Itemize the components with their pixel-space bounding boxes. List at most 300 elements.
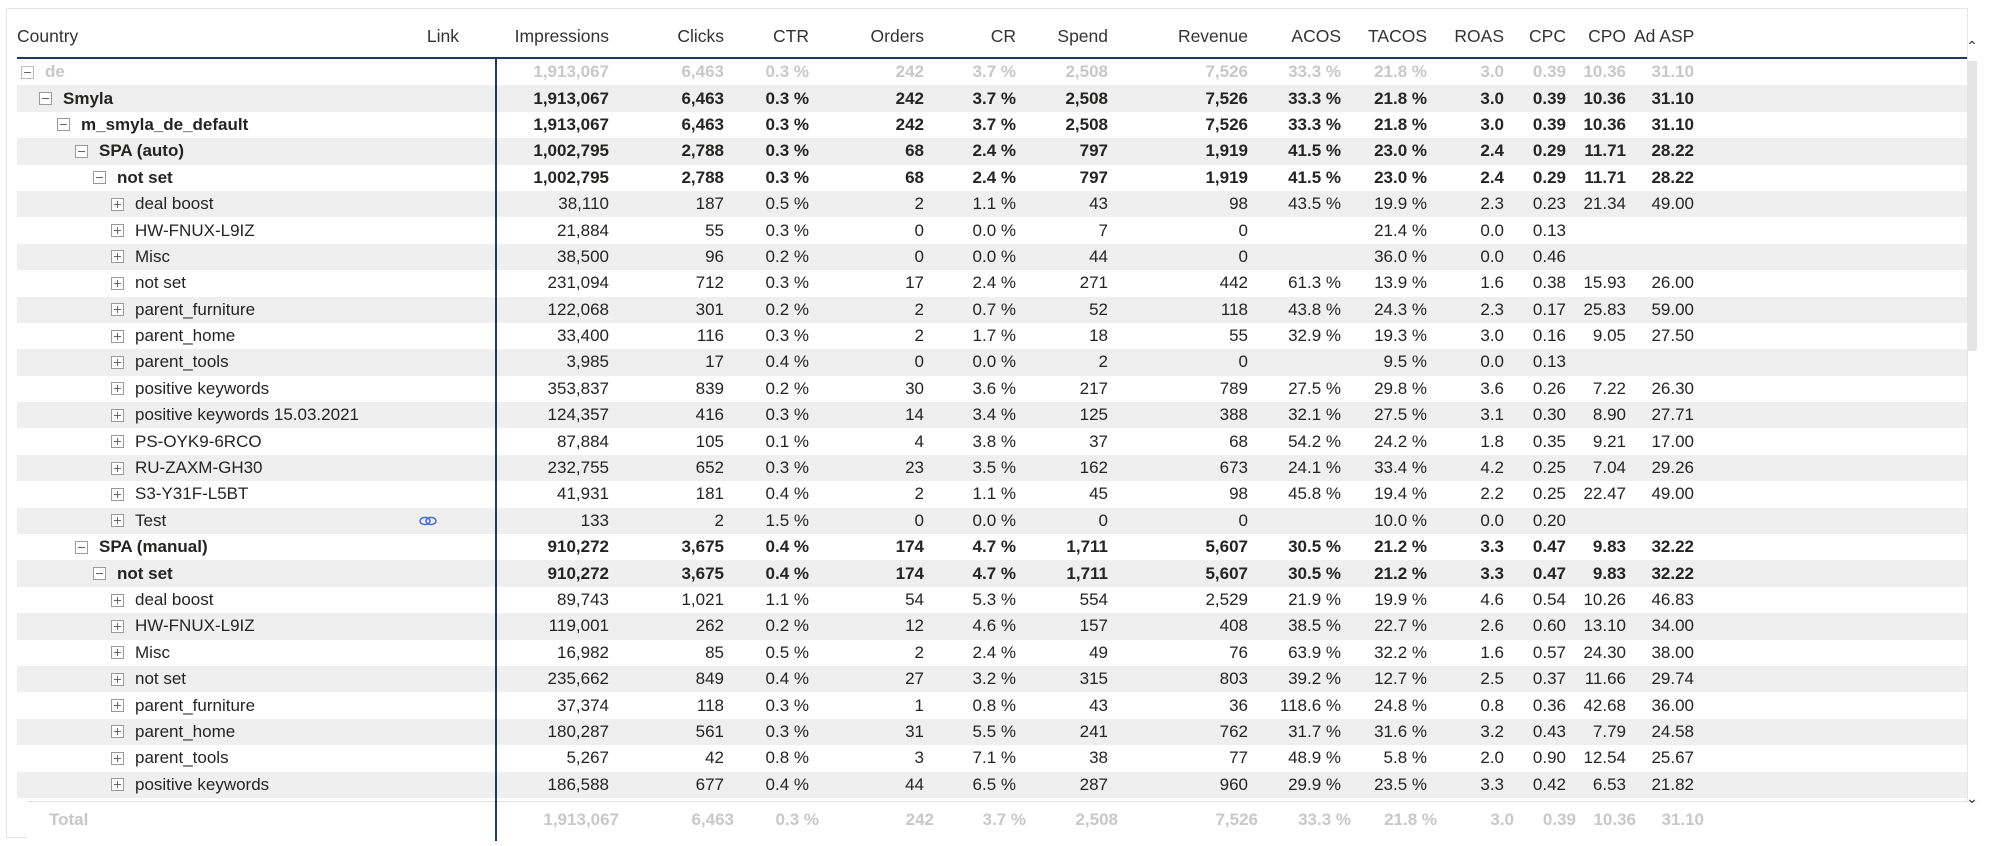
cell-acos: 54.2 % bbox=[1288, 431, 1341, 451]
cell-link bbox=[397, 349, 467, 375]
cell-tacos: 21.8 % bbox=[1374, 88, 1427, 108]
cell-acos: 32.9 % bbox=[1288, 326, 1341, 346]
cell-spend: 37 bbox=[1089, 431, 1108, 451]
cell-adasp: 46.83 bbox=[1651, 590, 1694, 609]
cell-country bbox=[17, 168, 397, 188]
cell-link bbox=[407, 802, 477, 838]
cell-acos: 33.3 % bbox=[1288, 88, 1341, 108]
cell-tacos: 23.5 % bbox=[1374, 774, 1427, 794]
cell-roas: 0.0 bbox=[1480, 510, 1504, 530]
row-label: Misc bbox=[135, 246, 170, 266]
plus-box-icon[interactable] bbox=[111, 488, 124, 501]
cell-country bbox=[17, 247, 397, 267]
table-row[interactable] bbox=[17, 534, 1967, 560]
cell-roas: 2.3 bbox=[1480, 299, 1504, 319]
cell-acos: 61.3 % bbox=[1288, 273, 1341, 293]
cell-cr: 0.0 % bbox=[972, 246, 1016, 266]
cell-roas: 2.0 bbox=[1480, 748, 1504, 768]
cell-adasp: 21.82 bbox=[1651, 774, 1694, 794]
plus-box-icon[interactable] bbox=[111, 356, 124, 369]
cell-roas: 1.8 bbox=[1480, 431, 1504, 451]
minus-box-icon[interactable] bbox=[93, 171, 106, 184]
cell-acos: 30.5 % bbox=[1288, 537, 1341, 557]
table-row[interactable] bbox=[17, 428, 1967, 454]
cell-country bbox=[17, 115, 397, 135]
table-row[interactable] bbox=[17, 112, 1967, 138]
cell-cpo: 7.04 bbox=[1592, 458, 1626, 478]
column-header-acos[interactable]: ACOS bbox=[1291, 25, 1341, 46]
plus-box-icon[interactable] bbox=[111, 699, 124, 712]
cell-cpc: 0.30 bbox=[1532, 405, 1566, 425]
cell-orders: 242 bbox=[905, 810, 934, 829]
cell-tacos: 21.4 % bbox=[1374, 220, 1427, 240]
cell-revenue: 0 bbox=[1238, 510, 1248, 530]
plus-box-icon[interactable] bbox=[111, 382, 124, 395]
cell-revenue: 77 bbox=[1229, 748, 1248, 768]
cell-ctr: 0.4 % bbox=[765, 774, 809, 794]
cell-tacos: 24.8 % bbox=[1374, 695, 1427, 715]
minus-box-icon[interactable] bbox=[21, 66, 34, 79]
cell-revenue: 1,919 bbox=[1205, 167, 1248, 187]
table-row[interactable] bbox=[17, 165, 1967, 191]
cell-cpo: 10.36 bbox=[1583, 62, 1626, 82]
cell-country bbox=[17, 62, 397, 82]
cell-cpc: 0.13 bbox=[1532, 220, 1566, 240]
cell-roas: 4.6 bbox=[1480, 590, 1504, 609]
cell-revenue: 803 bbox=[1219, 669, 1248, 689]
cell-adasp: 31.10 bbox=[1651, 114, 1694, 134]
cell-link bbox=[397, 112, 467, 138]
cell-clicks: 2,788 bbox=[681, 167, 724, 187]
cell-cpo: 10.26 bbox=[1583, 590, 1626, 609]
cell-clicks: 6,463 bbox=[691, 810, 734, 829]
cell-acos: 41.5 % bbox=[1288, 141, 1341, 161]
cell-adasp: 49.00 bbox=[1651, 194, 1694, 214]
cell-cr: 4.6 % bbox=[972, 616, 1016, 636]
cell-spend: 797 bbox=[1079, 167, 1108, 187]
cell-link bbox=[397, 297, 467, 323]
matrix-body-viewport[interactable] bbox=[17, 9, 1967, 801]
cell-ctr: 0.3 % bbox=[765, 721, 809, 741]
cell-impressions: 89,743 bbox=[557, 590, 609, 609]
plus-box-icon[interactable] bbox=[111, 409, 124, 422]
column-header-orders[interactable]: Orders bbox=[870, 25, 924, 46]
cell-acos: 38.5 % bbox=[1288, 616, 1341, 636]
cell-clicks: 3,675 bbox=[681, 537, 724, 557]
table-row[interactable] bbox=[17, 138, 1967, 164]
cell-impressions: 1,913,067 bbox=[543, 810, 619, 829]
cell-revenue: 98 bbox=[1229, 194, 1248, 214]
cell-impressions: 1,913,067 bbox=[533, 88, 609, 108]
column-header-spend[interactable]: Spend bbox=[1057, 25, 1108, 46]
row-label: PS-OYK9-6RCO bbox=[135, 431, 262, 451]
cell-orders: 242 bbox=[895, 88, 924, 108]
column-header-country[interactable]: Country bbox=[17, 25, 79, 46]
cell-impressions: 21,884 bbox=[557, 220, 609, 240]
cell-cpc: 0.29 bbox=[1532, 167, 1566, 187]
cell-link bbox=[397, 455, 467, 481]
column-header-cpo[interactable]: CPO bbox=[1588, 25, 1626, 46]
cell-tacos: 21.8 % bbox=[1374, 114, 1427, 134]
table-row[interactable] bbox=[17, 59, 1967, 85]
cell-orders: 3 bbox=[914, 748, 924, 768]
cell-cpc: 0.25 bbox=[1532, 484, 1566, 504]
cell-cr: 0.7 % bbox=[972, 299, 1016, 319]
table-row[interactable] bbox=[17, 455, 1967, 481]
cell-link bbox=[397, 745, 467, 771]
column-header-adasp[interactable]: Ad ASP bbox=[1634, 25, 1695, 46]
cell-link bbox=[397, 59, 467, 85]
cell-orders: 2 bbox=[914, 484, 924, 504]
row-label: HW-FNUX-L9IZ bbox=[135, 616, 255, 636]
row-label: Total bbox=[49, 810, 89, 829]
cell-impressions: 16,982 bbox=[557, 642, 609, 662]
plus-box-icon[interactable] bbox=[111, 462, 124, 475]
cell-cr: 5.3 % bbox=[972, 590, 1016, 609]
cell-roas: 3.3 bbox=[1480, 537, 1504, 557]
cell-cpc: 0.39 bbox=[1532, 62, 1566, 82]
cell-cpc: 0.57 bbox=[1532, 642, 1566, 662]
row-label: deal boost bbox=[135, 590, 214, 609]
cell-country bbox=[17, 537, 397, 557]
table-row[interactable] bbox=[17, 481, 1967, 507]
cell-country bbox=[17, 221, 397, 241]
cell-country bbox=[17, 564, 397, 584]
cell-revenue: 0 bbox=[1238, 220, 1248, 240]
cell-country bbox=[17, 458, 397, 478]
cell-country bbox=[17, 432, 397, 452]
cell-cr: 3.5 % bbox=[972, 458, 1016, 478]
cell-cr: 2.4 % bbox=[972, 141, 1016, 161]
cell-orders: 44 bbox=[905, 774, 924, 794]
cell-adasp: 31.10 bbox=[1651, 62, 1694, 82]
cell-cpc: 0.23 bbox=[1532, 194, 1566, 214]
cell-adasp: 26.00 bbox=[1651, 273, 1694, 293]
cell-orders: 0 bbox=[914, 510, 924, 530]
cell-acos: 63.9 % bbox=[1288, 642, 1341, 662]
row-label: SPA (manual) bbox=[99, 537, 208, 557]
cell-adasp: 59.00 bbox=[1651, 299, 1694, 319]
cell-roas: 2.4 bbox=[1480, 167, 1504, 187]
cell-cpc: 0.47 bbox=[1532, 563, 1566, 583]
cell-ctr: 0.3 % bbox=[765, 62, 809, 82]
table-row[interactable] bbox=[17, 85, 1967, 111]
cell-revenue: 98 bbox=[1229, 484, 1248, 504]
cell-impressions: 910,272 bbox=[547, 563, 609, 583]
cell-impressions: 133 bbox=[580, 510, 609, 530]
cell-clicks: 17 bbox=[705, 352, 724, 372]
cell-ctr: 0.2 % bbox=[765, 246, 809, 266]
cell-acos: 39.2 % bbox=[1288, 669, 1341, 689]
cell-adasp: 27.50 bbox=[1651, 326, 1694, 346]
cell-country bbox=[17, 616, 397, 636]
cell-tacos: 31.6 % bbox=[1374, 721, 1427, 741]
cell-adasp: 24.58 bbox=[1651, 721, 1694, 741]
cell-impressions: 119,001 bbox=[548, 616, 609, 636]
cell-ctr: 0.1 % bbox=[765, 431, 809, 451]
column-header-ctr[interactable]: CTR bbox=[773, 25, 809, 46]
plus-box-icon[interactable] bbox=[111, 303, 124, 316]
cell-spend: 49 bbox=[1089, 642, 1108, 662]
cell-tacos: 24.3 % bbox=[1374, 299, 1427, 319]
cell-country bbox=[17, 273, 397, 293]
cell-impressions: 353,837 bbox=[547, 378, 609, 398]
cell-ctr: 0.3 % bbox=[765, 167, 809, 187]
cell-tacos: 19.4 % bbox=[1374, 484, 1427, 504]
plus-box-icon[interactable] bbox=[111, 435, 124, 448]
cell-spend: 162 bbox=[1079, 458, 1108, 478]
cell-roas: 2.3 bbox=[1480, 194, 1504, 214]
table-row[interactable] bbox=[17, 217, 1967, 243]
cell-link bbox=[397, 640, 467, 666]
cell-link bbox=[397, 138, 467, 164]
cell-ctr: 0.4 % bbox=[765, 484, 809, 504]
column-header-impressions[interactable]: Impressions bbox=[514, 25, 609, 46]
table-row[interactable] bbox=[17, 297, 1967, 323]
cell-link bbox=[397, 666, 467, 692]
cell-clicks: 2,788 bbox=[681, 141, 724, 161]
cell-impressions: 33,400 bbox=[557, 326, 609, 346]
cell-tacos: 29.8 % bbox=[1374, 378, 1427, 398]
cell-roas: 3.2 bbox=[1480, 721, 1504, 741]
cell-clicks: 1,021 bbox=[681, 590, 724, 609]
cell-spend: 52 bbox=[1089, 299, 1108, 319]
plus-box-icon[interactable] bbox=[111, 673, 124, 686]
table-row[interactable] bbox=[17, 587, 1967, 613]
cell-roas: 3.0 bbox=[1480, 326, 1504, 346]
cell-cpc: 0.35 bbox=[1532, 431, 1566, 451]
cell-orders: 30 bbox=[905, 378, 924, 398]
cell-spend: 7 bbox=[1098, 220, 1108, 240]
cell-cpc: 0.20 bbox=[1532, 510, 1566, 530]
cell-cr: 3.8 % bbox=[972, 431, 1016, 451]
cell-clicks: 301 bbox=[695, 299, 724, 319]
cell-revenue: 55 bbox=[1229, 326, 1248, 346]
cell-cr: 0.0 % bbox=[972, 510, 1016, 530]
row-label: positive keywords 15.03.2021 bbox=[135, 405, 359, 425]
cell-ctr: 1.1 % bbox=[765, 590, 809, 609]
table-row[interactable] bbox=[17, 323, 1967, 349]
cell-revenue: 76 bbox=[1229, 642, 1248, 662]
cell-country bbox=[17, 352, 397, 372]
cell-spend: 217 bbox=[1079, 378, 1108, 398]
cell-ctr: 0.3 % bbox=[765, 405, 809, 425]
cell-acos: 33.3 % bbox=[1288, 114, 1341, 134]
cell-link[interactable] bbox=[397, 508, 467, 534]
cell-adasp: 49.00 bbox=[1651, 484, 1694, 504]
cell-cpc: 0.26 bbox=[1532, 378, 1566, 398]
cell-cpo: 24.30 bbox=[1583, 642, 1626, 662]
table-row[interactable] bbox=[17, 244, 1967, 270]
cell-cpo: 15.93 bbox=[1583, 273, 1626, 293]
row-label: not set bbox=[135, 669, 187, 689]
row-label: parent_furniture bbox=[135, 695, 256, 715]
cell-clicks: 96 bbox=[705, 246, 724, 266]
cell-roas: 0.0 bbox=[1480, 352, 1504, 372]
table-row[interactable] bbox=[17, 376, 1967, 402]
plus-box-icon[interactable] bbox=[111, 778, 124, 791]
cell-orders: 174 bbox=[895, 537, 924, 557]
column-header-revenue[interactable]: Revenue bbox=[1177, 25, 1248, 46]
cell-ctr: 0.3 % bbox=[765, 458, 809, 478]
cell-spend: 125 bbox=[1079, 405, 1108, 425]
column-header-cpc[interactable]: CPC bbox=[1529, 25, 1566, 46]
table-row[interactable] bbox=[17, 745, 1967, 771]
cell-orders: 0 bbox=[914, 352, 924, 372]
table-row[interactable] bbox=[17, 560, 1967, 586]
cell-orders: 17 bbox=[905, 273, 924, 293]
cell-ctr: 0.2 % bbox=[765, 378, 809, 398]
cell-cr: 0.0 % bbox=[972, 220, 1016, 240]
table-row[interactable] bbox=[17, 666, 1967, 692]
cell-cpo: 10.36 bbox=[1583, 114, 1626, 134]
plus-box-icon[interactable] bbox=[111, 224, 124, 237]
scrollbar-thumb[interactable] bbox=[1967, 61, 1977, 351]
column-header-link[interactable]: Link bbox=[426, 25, 459, 46]
cell-cpo: 6.53 bbox=[1592, 774, 1626, 794]
cell-roas: 2.2 bbox=[1480, 484, 1504, 504]
cell-link bbox=[397, 692, 467, 718]
cell-clicks: 561 bbox=[695, 721, 724, 741]
plus-box-icon[interactable] bbox=[111, 752, 124, 765]
cell-cpo: 25.83 bbox=[1583, 299, 1626, 319]
cell-spend: 44 bbox=[1089, 246, 1108, 266]
cell-impressions: 124,357 bbox=[547, 405, 609, 425]
cell-roas: 2.4 bbox=[1480, 141, 1504, 161]
cell-link bbox=[397, 428, 467, 454]
plus-box-icon[interactable] bbox=[111, 250, 124, 263]
cell-adasp: 31.10 bbox=[1651, 88, 1694, 108]
plus-box-icon[interactable] bbox=[111, 198, 124, 211]
row-label: Test bbox=[135, 510, 167, 530]
chain-link-icon[interactable] bbox=[419, 515, 437, 527]
cell-impressions: 235,662 bbox=[547, 669, 609, 689]
cell-tacos: 24.2 % bbox=[1374, 431, 1427, 451]
cell-link bbox=[397, 323, 467, 349]
cell-spend: 1,711 bbox=[1066, 563, 1108, 583]
cell-ctr: 0.3 % bbox=[765, 695, 809, 715]
cell-cpc: 0.16 bbox=[1532, 326, 1566, 346]
cell-cpo: 7.79 bbox=[1592, 721, 1626, 741]
cell-country bbox=[17, 326, 397, 346]
row-label: RU-ZAXM-GH30 bbox=[135, 458, 263, 478]
cell-country bbox=[17, 484, 397, 504]
cell-link bbox=[397, 217, 467, 243]
cell-cr: 5.5 % bbox=[972, 721, 1016, 741]
cell-cpo: 11.66 bbox=[1584, 669, 1626, 689]
row-label: positive keywords bbox=[135, 774, 270, 794]
cell-country bbox=[17, 300, 397, 320]
plus-box-icon[interactable] bbox=[111, 277, 124, 290]
cell-orders: 4 bbox=[914, 431, 924, 451]
plus-box-icon[interactable] bbox=[111, 646, 124, 659]
minus-box-icon[interactable] bbox=[75, 145, 88, 158]
column-header-clicks[interactable]: Clicks bbox=[677, 25, 724, 46]
table-row[interactable] bbox=[17, 508, 1967, 534]
table-row[interactable] bbox=[17, 719, 1967, 745]
minus-box-icon[interactable] bbox=[93, 567, 106, 580]
cell-cr: 1.1 % bbox=[972, 194, 1016, 214]
cell-country bbox=[17, 643, 397, 663]
row-label: not set bbox=[117, 167, 173, 187]
table-row[interactable] bbox=[17, 613, 1967, 639]
cell-impressions: 1,913,067 bbox=[533, 62, 609, 82]
cell-link bbox=[397, 587, 467, 613]
cell-roas: 3.0 bbox=[1490, 810, 1514, 829]
cell-revenue: 0 bbox=[1238, 352, 1248, 372]
minus-box-icon[interactable] bbox=[57, 118, 70, 131]
table-row[interactable] bbox=[17, 692, 1967, 718]
column-header-cr[interactable]: CR bbox=[990, 25, 1016, 46]
cell-roas: 3.3 bbox=[1480, 774, 1504, 794]
cell-revenue: 673 bbox=[1219, 458, 1248, 478]
cell-clicks: 652 bbox=[695, 458, 724, 478]
table-row[interactable] bbox=[17, 640, 1967, 666]
cell-cr: 2.4 % bbox=[972, 642, 1016, 662]
cell-orders: 242 bbox=[895, 114, 924, 134]
cell-cpc: 0.38 bbox=[1532, 273, 1566, 293]
cell-orders: 2 bbox=[914, 299, 924, 319]
cell-cr: 2.4 % bbox=[972, 167, 1016, 187]
cell-tacos: 23.0 % bbox=[1374, 167, 1427, 187]
plus-box-icon[interactable] bbox=[111, 620, 124, 633]
table-row[interactable] bbox=[17, 270, 1967, 296]
cell-ctr: 0.3 % bbox=[765, 273, 809, 293]
cell-clicks: 187 bbox=[695, 194, 724, 214]
cell-country bbox=[17, 141, 397, 161]
cell-spend: 157 bbox=[1079, 616, 1108, 636]
cell-orders: 1 bbox=[914, 695, 924, 715]
plus-box-icon[interactable] bbox=[111, 725, 124, 738]
table-row[interactable] bbox=[17, 349, 1967, 375]
row-label: parent_tools bbox=[135, 748, 229, 768]
cell-clicks: 416 bbox=[695, 405, 724, 425]
cell-revenue: 408 bbox=[1219, 616, 1248, 636]
cell-roas: 3.0 bbox=[1480, 88, 1504, 108]
cell-clicks: 3,675 bbox=[681, 563, 724, 583]
cell-link bbox=[397, 165, 467, 191]
table-row[interactable] bbox=[17, 191, 1967, 217]
cell-link bbox=[397, 244, 467, 270]
cell-clicks: 55 bbox=[705, 220, 724, 240]
cell-tacos: 22.7 % bbox=[1374, 616, 1427, 636]
chevron-up-icon[interactable]: ⌃ bbox=[1966, 37, 1978, 54]
cell-spend: 43 bbox=[1089, 695, 1108, 715]
chevron-down-icon[interactable]: ⌄ bbox=[1966, 789, 1978, 806]
column-header-tacos[interactable]: TACOS bbox=[1368, 25, 1427, 46]
cell-cpo: 9.83 bbox=[1592, 537, 1626, 557]
cell-impressions: 41,931 bbox=[557, 484, 609, 504]
column-header-roas[interactable]: ROAS bbox=[1454, 25, 1504, 46]
minus-box-icon[interactable] bbox=[39, 92, 52, 105]
cell-ctr: 0.3 % bbox=[775, 810, 819, 829]
row-label: deal boost bbox=[135, 194, 214, 214]
row-label: parent_home bbox=[135, 721, 236, 741]
minus-box-icon[interactable] bbox=[75, 541, 88, 554]
cell-country bbox=[17, 89, 397, 109]
plus-box-icon[interactable] bbox=[111, 594, 124, 607]
plus-box-icon[interactable] bbox=[111, 330, 124, 343]
cell-ctr: 0.4 % bbox=[765, 537, 809, 557]
cell-acos: 48.9 % bbox=[1288, 748, 1341, 768]
cell-orders: 31 bbox=[905, 721, 924, 741]
cell-roas: 3.6 bbox=[1480, 378, 1504, 398]
vertical-scrollbar[interactable] bbox=[1961, 21, 1983, 821]
plus-box-icon[interactable] bbox=[111, 514, 124, 527]
table-row[interactable] bbox=[17, 402, 1967, 428]
cell-cpo: 13.10 bbox=[1583, 616, 1626, 636]
table-row[interactable] bbox=[17, 772, 1967, 798]
